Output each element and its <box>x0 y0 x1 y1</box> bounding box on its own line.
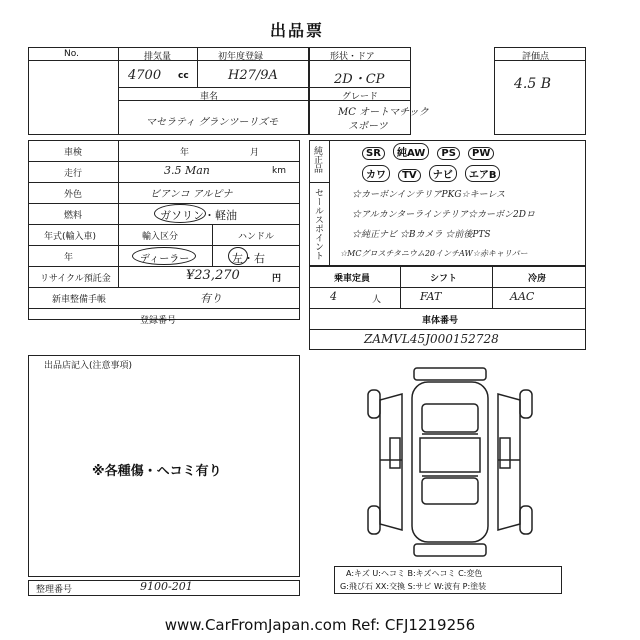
equipment-row-1 <box>362 141 497 160</box>
fuel-label: 燃料 <box>64 211 83 221</box>
sales-point-3: ☆純正ナビ ☆Bカメラ ☆前後PTS <box>352 230 491 240</box>
sales-point-4: ☆MCグロスチタニウム20インチAW☆赤キャリパー <box>340 249 528 258</box>
shift-label: シフト <box>430 274 458 284</box>
equipment-side-label-1: 純正品 <box>312 146 322 173</box>
vin-label: 車体番号 <box>422 316 459 326</box>
capacity-unit: 人 <box>372 295 382 305</box>
no-label: No. <box>64 49 79 59</box>
ac-label: 冷房 <box>528 274 547 284</box>
alloy-wheel-chip: 純AW <box>393 143 429 160</box>
grade-label: グレード <box>342 92 379 102</box>
legend-line-1: A:キズ U:ヘコミ B:キズヘコミ C:変色 <box>346 569 483 578</box>
handle-left-circle <box>228 247 248 265</box>
inspection-month-label: 月 <box>250 148 260 158</box>
ac-value: AAC <box>510 290 535 303</box>
import-class-label: 輸入区分 <box>142 232 179 242</box>
legend-line-2: G:飛び石 XX:交換 S:サビ W:波有 P:塗装 <box>340 582 487 591</box>
lot-label: 整理番号 <box>36 585 73 595</box>
fuel-options: ガソリン・軽油 <box>160 209 237 222</box>
body-type-label: 形状・ドア <box>330 52 375 62</box>
lot-value: 9100-201 <box>140 580 193 593</box>
sales-point-1: ☆カーボンインテリアPKG☆キーレス <box>352 190 506 200</box>
import-year-label: 年式(輸入車) <box>44 232 97 242</box>
score-value: 4.5 B <box>514 76 552 92</box>
mileage-value: 3.5 Man <box>164 164 210 177</box>
leather-chip: カワ <box>362 165 390 182</box>
first-registration-label: 初年度登録 <box>218 52 264 62</box>
car-name-label: 車名 <box>200 92 219 102</box>
sunroof-chip: SR <box>362 147 385 160</box>
new-car-manual-label: 新車整備手帳 <box>52 295 107 305</box>
notes-body: ※各種傷・ヘコミ有り <box>92 464 222 479</box>
car-name-value: マセラティ グランツーリズモ <box>146 117 279 128</box>
page-title: 出品票 <box>270 21 325 40</box>
equipment-row-2 <box>362 163 503 182</box>
notes-label: 出品店記入(注意事項) <box>44 361 133 371</box>
displacement-value: 4700 <box>128 68 162 83</box>
recycle-value: ¥23,270 <box>186 268 240 283</box>
power-window-chip: PW <box>468 147 494 160</box>
inspection-year-label: 年 <box>180 148 190 158</box>
displacement-label: 排気量 <box>144 52 172 62</box>
car-damage-diagram <box>350 360 550 565</box>
year-label: 年 <box>64 253 74 263</box>
capacity-value: 4 <box>330 290 337 303</box>
navi-chip: ナビ <box>429 165 457 182</box>
new-car-manual-value: 有り <box>200 292 222 305</box>
equipment-side-label-2: セールスポイント <box>313 188 323 260</box>
recycle-label: リサイクル預託金 <box>40 274 111 284</box>
registration-number-label: 登録番号 <box>140 316 177 326</box>
color-label: 外色 <box>64 190 83 200</box>
grade-value-line1: MC オートマチック <box>338 107 429 118</box>
vin-value: ZAMVL45J000152728 <box>364 332 499 346</box>
shift-value: FAT <box>420 290 442 303</box>
color-value: ビアンコ アルピナ <box>150 189 233 200</box>
first-registration-value: H27/9A <box>228 68 278 83</box>
recycle-unit: 円 <box>272 274 282 284</box>
handle-options: 左・右 <box>232 252 265 265</box>
inspection-label: 車検 <box>64 148 83 158</box>
mileage-label: 走行 <box>64 169 83 179</box>
score-label: 評価点 <box>522 52 550 62</box>
body-type-value: 2D・CP <box>334 72 385 87</box>
displacement-unit: cc <box>178 71 189 81</box>
airbag-chip: エアB <box>465 165 501 182</box>
sales-point-2: ☆アルカンターラインテリア☆カーボン2Dロ <box>352 210 535 220</box>
import-class-value: ディーラー <box>140 254 190 265</box>
grade-value-line2: スポーツ <box>348 121 388 132</box>
watermark: www.CarFromJapan.com Ref: CFJ1219256 <box>164 616 476 634</box>
power-steering-chip: PS <box>437 147 460 160</box>
import-class-circle <box>132 247 196 265</box>
fuel-selected-circle <box>154 204 206 223</box>
handle-label: ハンドル <box>238 232 275 242</box>
mileage-unit: km <box>272 166 286 176</box>
tv-chip: TV <box>398 169 421 182</box>
capacity-label: 乗車定員 <box>334 274 371 284</box>
